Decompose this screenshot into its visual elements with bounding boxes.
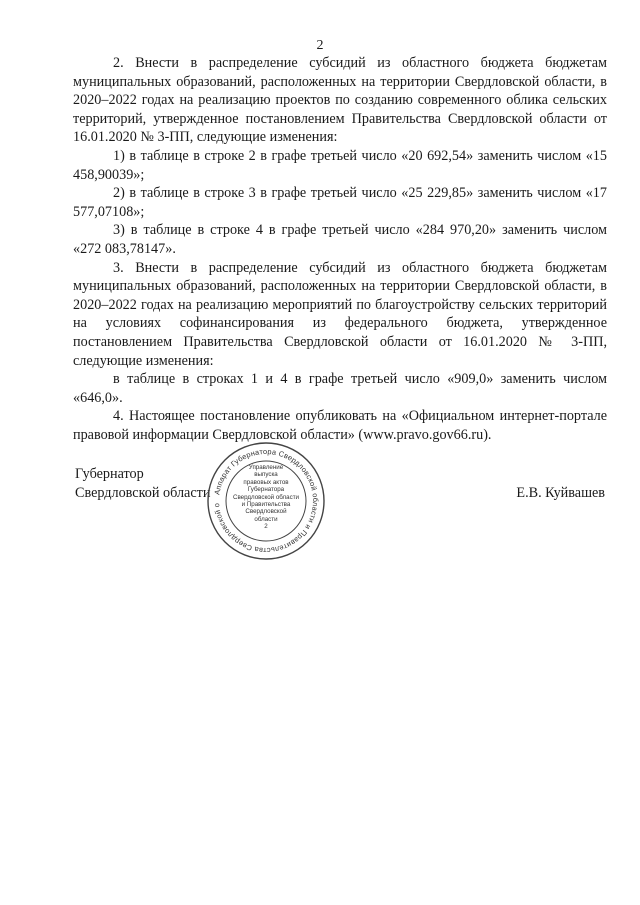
signature-title-line-2: Свердловской области <box>75 484 211 501</box>
paragraph-item-2: 2. Внести в распределение субсидий из областного бюджета бюджетам муниципальных образований, расположенных на территории Свердловской области, в 2020–2022 годах на реализацию проектов по созданию современного облика сельских территорий, утвержденное постановлением Правительства Свердловской области от 16.01.2020 № 3-ПП, следующие изменения: <box>73 55 607 146</box>
signature-title <box>75 465 210 502</box>
paragraph-item-4: 4. Настоящее постановление опубликовать на «Официальном интернет-портале правовой информации Свердловской области» (www.pravo.gov66.ru). <box>73 408 607 443</box>
paragraph-item-3-change: в таблице в строках 1 и 4 в графе третьей число «909,0» заменить числом «646,0». <box>73 371 607 406</box>
page-number: 2 <box>316 38 324 53</box>
paragraph-subitem-3: 3) в таблице в строке 4 в графе третьей число «284 970,20» заменить числом «272 083,78147». <box>73 222 607 257</box>
paragraph-item-3: 3. Внести в распределение субсидий из областного бюджета бюджетам муниципальных образований, расположенных на территории Свердловской области, в 2020–2022 годах на реализацию мероприятий по благоустройству сельских территорий на условиях софинансирования из федерального бюджета, утвержденное постановлением Правительства Свердловской области от 16.01.2020 № 3-ПП, следующие изменения: <box>73 259 607 369</box>
paragraph-subitem-2: 2) в таблице в строке 3 в графе третьей число «25 229,85» заменить числом «17 577,07108»; <box>73 185 607 220</box>
paragraph-subitem-1: 1) в таблице в строке 2 в графе третьей число «20 692,54» заменить числом «15 458,90039»; <box>73 147 607 183</box>
stamp-inner-text: Управление выпуска правовых актов Губернатора Свердловской области и Правительства Свердловской области 2 <box>232 464 299 531</box>
stamp-ring-text: Аппарат Губернатора Свердловской области и Правительства Свердловской о <box>212 446 321 556</box>
document-body <box>73 54 607 444</box>
signature-title-line-1: Губернатор <box>75 466 144 482</box>
official-stamp <box>205 440 327 562</box>
signatory-name: Е.В. Куйвашев <box>516 485 605 501</box>
